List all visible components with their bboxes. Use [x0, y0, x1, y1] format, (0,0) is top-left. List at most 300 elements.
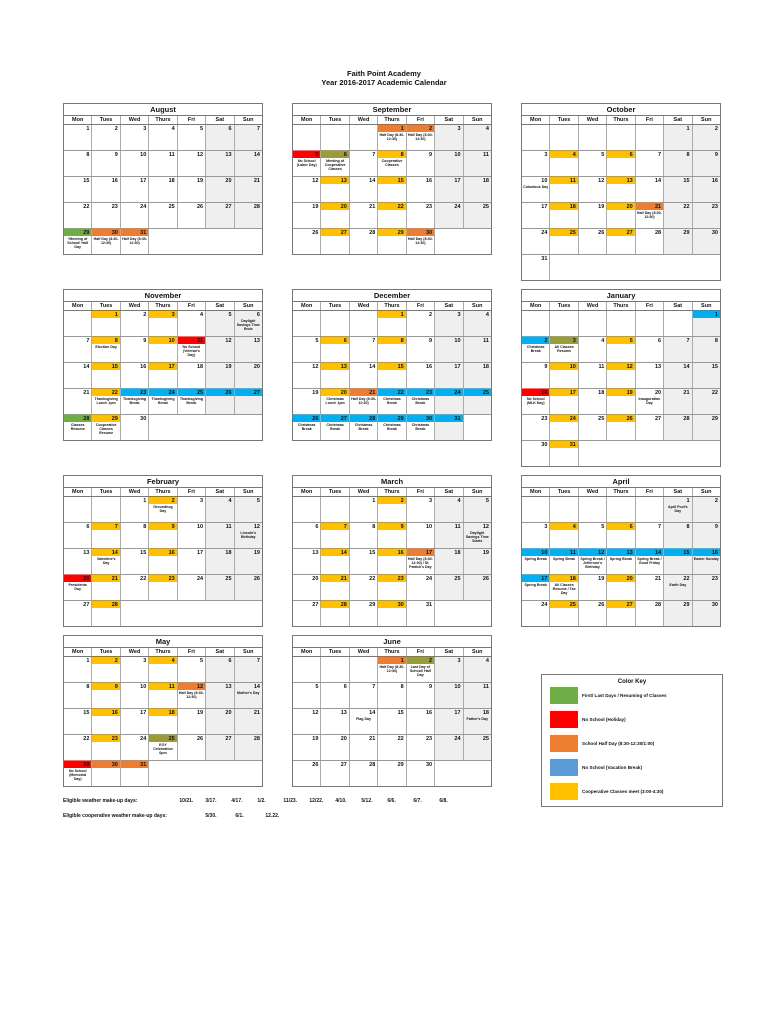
day-number: 13 — [626, 178, 633, 184]
day-cell — [293, 549, 321, 574]
day-note: Half Day (8:30-12:30) — [122, 237, 148, 246]
day-number: 15 — [369, 550, 376, 556]
day-cell — [435, 389, 463, 414]
day-number: 4 — [485, 312, 489, 318]
day-note: All Classes Resume — [554, 345, 574, 354]
makeup-day: 11/23. — [283, 798, 298, 804]
day-note: All Classes Resume / Tax Day — [552, 583, 576, 596]
day-number: 16 — [425, 178, 433, 184]
day-number: 23 — [140, 390, 147, 396]
day-number: 16 — [397, 550, 404, 556]
day-number: 13 — [340, 178, 347, 184]
day-cell — [235, 735, 262, 760]
week-row — [522, 229, 720, 255]
day-cell — [693, 415, 720, 440]
day-cell — [121, 415, 149, 440]
day-cell — [579, 229, 607, 254]
day-cell — [293, 203, 321, 228]
day-number: 8 — [372, 524, 376, 530]
month-may — [63, 635, 263, 787]
day-cell — [92, 657, 120, 682]
day-number: 27 — [654, 416, 662, 422]
day-cell — [178, 125, 206, 150]
day-number: 23 — [541, 416, 548, 422]
day-number: 11 — [483, 338, 489, 344]
day-number: 7 — [256, 658, 260, 664]
weekday-label: Fri — [636, 116, 664, 124]
day-note: Spring Break — [609, 557, 633, 561]
day-cell — [579, 523, 607, 548]
day-number: 28 — [654, 602, 662, 608]
day-cell — [121, 337, 149, 362]
day-number: 11 — [570, 550, 576, 556]
month-june — [292, 635, 492, 787]
day-number: 29 — [397, 762, 404, 768]
day-cell — [378, 151, 406, 176]
day-number: 17 — [140, 710, 147, 716]
day-number: 19 — [225, 364, 232, 370]
weekday-label: Thurs — [149, 302, 177, 310]
day-number: 13 — [253, 338, 260, 344]
day-number: 7 — [256, 126, 260, 132]
weekday-label: Tues — [92, 648, 120, 656]
day-cell — [464, 523, 491, 548]
day-number: 19 — [482, 550, 489, 556]
empty-day-cell — [664, 311, 692, 336]
day-note: Meeting of Cooperative Classes — [324, 159, 346, 172]
day-number: 20 — [340, 390, 347, 396]
day-note: Inauguration Day — [638, 397, 661, 406]
day-number: 6 — [343, 684, 347, 690]
day-cell — [522, 203, 550, 228]
day-cell — [321, 203, 349, 228]
day-cell — [149, 657, 177, 682]
day-number: 17 — [168, 364, 175, 370]
day-number: 22 — [683, 576, 690, 582]
week-row — [522, 497, 720, 523]
day-cell — [636, 575, 664, 600]
day-number: 4 — [200, 312, 204, 318]
day-number: 6 — [343, 338, 347, 344]
empty-day-cell — [579, 125, 607, 150]
day-cell — [464, 177, 491, 202]
day-number: 15 — [83, 710, 90, 716]
week-row — [293, 601, 491, 626]
day-number: 1 — [372, 498, 376, 504]
day-cell — [121, 151, 149, 176]
weather-makeup-row — [63, 798, 465, 804]
day-cell — [321, 337, 349, 362]
day-number: 29 — [711, 416, 718, 422]
day-number: 21 — [369, 390, 376, 396]
day-cell — [579, 575, 607, 600]
day-cell — [121, 125, 149, 150]
month-name: February — [64, 476, 262, 488]
weekday-label: Fri — [178, 302, 206, 310]
day-number: 18 — [569, 204, 576, 210]
weekday-label: Thurs — [378, 648, 406, 656]
day-cell — [92, 549, 120, 574]
day-note: Spring Break — [524, 583, 547, 587]
day-cell — [664, 575, 692, 600]
day-number: 21 — [111, 576, 118, 582]
day-number: 2 — [429, 658, 433, 664]
day-cell — [407, 177, 435, 202]
weekday-label: Thurs — [149, 648, 177, 656]
day-number: 26 — [598, 602, 605, 608]
day-number: 3 — [171, 312, 175, 318]
month-february — [63, 475, 263, 627]
makeup-day: 10/21. — [179, 798, 194, 804]
day-cell — [350, 601, 378, 626]
day-cell — [350, 203, 378, 228]
day-number: 29 — [683, 230, 690, 236]
day-note: Earth Day — [669, 583, 687, 587]
day-number: 7 — [114, 524, 118, 530]
day-number: 12 — [598, 550, 605, 556]
day-number: 21 — [369, 204, 376, 210]
day-number: 29 — [111, 416, 118, 422]
day-cell — [435, 363, 463, 388]
day-number: 23 — [425, 390, 433, 396]
day-cell — [636, 601, 664, 626]
day-cell — [92, 735, 120, 760]
day-number: 4 — [572, 152, 576, 158]
empty-day-cell — [321, 497, 349, 522]
day-number: 5 — [200, 126, 204, 132]
day-cell — [550, 415, 578, 440]
day-note: Election Day — [95, 345, 117, 349]
weekday-label: Tues — [321, 648, 349, 656]
color-swatch — [550, 711, 578, 728]
day-number: 14 — [340, 550, 347, 556]
day-cell — [206, 337, 234, 362]
weekday-label: Sat — [206, 302, 234, 310]
week-row — [522, 203, 720, 229]
day-cell — [321, 229, 349, 254]
month-name: March — [293, 476, 491, 488]
day-cell — [550, 601, 578, 626]
day-cell — [121, 761, 149, 786]
day-cell — [636, 549, 664, 574]
empty-day-cell — [522, 125, 550, 150]
day-cell — [235, 549, 262, 574]
day-number: 3 — [544, 524, 548, 530]
day-cell — [664, 177, 692, 202]
color-swatch — [550, 687, 578, 704]
weekday-label: Sun — [472, 303, 483, 309]
weekday-label: Thurs — [607, 302, 635, 310]
week-row — [64, 177, 262, 203]
day-cell — [664, 497, 692, 522]
day-cell — [235, 337, 262, 362]
day-cell — [293, 709, 321, 734]
makeup-day: 12.22. — [265, 813, 280, 819]
day-number: 14 — [253, 684, 260, 690]
day-cell — [121, 389, 149, 414]
day-cell — [378, 389, 406, 414]
day-number: 1 — [86, 126, 90, 132]
day-number: 6 — [315, 524, 319, 530]
day-number: 30 — [425, 230, 433, 236]
day-cell — [92, 683, 120, 708]
day-number: 17 — [454, 178, 461, 184]
day-number: 10 — [140, 152, 147, 158]
day-number: 20 — [626, 204, 633, 210]
day-number: 31 — [425, 602, 433, 608]
day-cell — [121, 311, 149, 336]
week-row — [522, 575, 720, 601]
day-cell — [579, 389, 607, 414]
day-cell — [550, 441, 578, 466]
day-cell — [149, 497, 177, 522]
day-number: 2 — [171, 498, 175, 504]
day-cell — [235, 125, 262, 150]
empty-day-cell — [350, 657, 378, 682]
day-note: No School (Labor Day) — [296, 159, 317, 168]
day-cell — [350, 709, 378, 734]
day-number: 19 — [312, 736, 319, 742]
day-number: 22 — [683, 204, 690, 210]
day-cell — [121, 575, 149, 600]
day-number: 24 — [454, 736, 461, 742]
day-number: 29 — [683, 602, 690, 608]
day-cell — [64, 177, 92, 202]
day-cell — [407, 415, 435, 440]
day-cell — [235, 523, 262, 548]
day-number: 9 — [429, 152, 433, 158]
day-number: 10 — [541, 178, 548, 184]
weekday-label: Thurs — [149, 488, 177, 496]
day-number: 12 — [196, 684, 204, 690]
day-cell — [636, 523, 664, 548]
day-cell — [693, 229, 720, 254]
day-number: 5 — [200, 658, 204, 664]
coop-makeup-days — [205, 813, 295, 819]
day-number: 29 — [397, 230, 404, 236]
day-number: 3 — [429, 498, 433, 504]
day-cell — [92, 337, 120, 362]
weekday-label: Mon — [522, 302, 550, 310]
day-number: 18 — [225, 550, 232, 556]
day-cell — [435, 203, 463, 228]
day-cell — [693, 311, 720, 336]
day-number: 5 — [601, 152, 605, 158]
month-april — [521, 475, 721, 627]
day-number: 21 — [683, 390, 690, 396]
day-cell — [64, 601, 92, 626]
empty-day-cell — [522, 497, 550, 522]
day-number: 23 — [425, 736, 433, 742]
day-number: 16 — [140, 364, 147, 370]
empty-day-cell — [550, 497, 578, 522]
day-cell — [293, 761, 321, 786]
day-number: 26 — [598, 230, 605, 236]
day-cell — [378, 761, 406, 786]
weekday-header — [293, 488, 491, 497]
day-number: 17 — [196, 550, 204, 556]
weekday-label: Tues — [550, 116, 578, 124]
makeup-day: 3/17. — [205, 798, 217, 804]
day-number: 15 — [111, 364, 118, 370]
day-cell — [92, 523, 120, 548]
day-number: 31 — [140, 230, 147, 236]
day-cell — [607, 549, 635, 574]
week-row — [522, 389, 720, 415]
day-cell — [664, 337, 692, 362]
weekday-label: Thurs — [378, 116, 406, 124]
day-cell — [378, 735, 406, 760]
day-number: 18 — [168, 710, 175, 716]
day-cell — [407, 657, 435, 682]
day-number: 6 — [228, 658, 232, 664]
weather-makeup-days — [179, 798, 465, 804]
day-cell — [92, 601, 120, 626]
color-key-label: No School (Vacation Break) — [582, 765, 642, 770]
day-number: 2 — [429, 126, 433, 132]
day-cell — [464, 203, 491, 228]
day-number: 4 — [601, 338, 605, 344]
day-number: 6 — [256, 312, 260, 318]
day-number: 14 — [369, 178, 376, 184]
day-number: 13 — [225, 152, 232, 158]
day-cell — [550, 151, 578, 176]
day-number: 23 — [711, 204, 718, 210]
day-cell — [407, 523, 435, 548]
empty-day-cell — [607, 311, 635, 336]
day-number: 19 — [626, 390, 633, 396]
day-cell — [350, 177, 378, 202]
day-cell — [149, 735, 177, 760]
day-number: 5 — [629, 338, 633, 344]
day-cell — [64, 229, 92, 254]
day-number: 11 — [225, 524, 232, 530]
day-number: 20 — [654, 390, 662, 396]
day-number: 25 — [482, 736, 489, 742]
day-number: 9 — [171, 524, 175, 530]
day-cell — [121, 229, 149, 254]
week-row — [64, 311, 262, 337]
day-cell — [378, 657, 406, 682]
day-number: 25 — [482, 204, 489, 210]
day-note: Christmas Break — [297, 423, 316, 432]
day-cell — [407, 735, 435, 760]
day-cell — [435, 415, 463, 440]
day-number: 19 — [312, 204, 319, 210]
day-number: 21 — [253, 710, 260, 716]
day-number: 28 — [253, 204, 260, 210]
day-number: 30 — [397, 602, 404, 608]
day-cell — [464, 657, 491, 682]
day-number: 22 — [83, 204, 90, 210]
day-cell — [607, 389, 635, 414]
weekday-label: Tues — [550, 488, 578, 496]
day-cell — [293, 523, 321, 548]
day-number: 22 — [397, 390, 404, 396]
day-note: Thanksgiving Break — [122, 397, 147, 406]
weekday-header — [64, 116, 262, 125]
day-cell — [435, 125, 463, 150]
day-cell — [435, 151, 463, 176]
day-cell — [235, 657, 262, 682]
day-number: 16 — [541, 390, 548, 396]
day-number: 1 — [400, 312, 404, 318]
day-cell — [407, 761, 435, 786]
week-row — [293, 683, 491, 709]
day-number: 18 — [168, 178, 175, 184]
weekday-label: Mon — [293, 116, 321, 124]
day-cell — [579, 151, 607, 176]
day-number: 2 — [714, 126, 718, 132]
day-cell — [350, 151, 378, 176]
day-cell — [235, 151, 262, 176]
day-number: 3 — [457, 312, 461, 318]
weekday-label: Mon — [293, 648, 321, 656]
day-cell — [664, 415, 692, 440]
coop-makeup-label: Eligible cooperative weather make-up days: — [63, 813, 167, 819]
day-number: 13 — [654, 364, 662, 370]
day-number: 14 — [654, 550, 662, 556]
day-cell — [178, 549, 206, 574]
day-cell — [321, 549, 349, 574]
day-cell — [636, 337, 664, 362]
day-number: 11 — [570, 178, 576, 184]
day-cell — [350, 497, 378, 522]
month-name: April — [522, 476, 720, 488]
day-cell — [235, 311, 262, 336]
day-cell — [550, 203, 578, 228]
day-cell — [407, 389, 435, 414]
day-number: 2 — [429, 312, 433, 318]
day-cell — [350, 415, 378, 440]
day-number: 24 — [454, 390, 461, 396]
day-cell — [579, 203, 607, 228]
day-number: 19 — [196, 710, 204, 716]
day-cell — [206, 549, 234, 574]
day-cell — [178, 523, 206, 548]
day-number: 30 — [541, 442, 548, 448]
week-row — [293, 177, 491, 203]
day-number: 16 — [425, 364, 433, 370]
day-cell — [435, 523, 463, 548]
day-number: 8 — [400, 684, 404, 690]
day-number: 18 — [196, 364, 204, 370]
week-row — [293, 657, 491, 683]
color-key — [541, 674, 723, 807]
day-number: 17 — [425, 550, 433, 556]
day-cell — [321, 363, 349, 388]
day-cell — [522, 389, 550, 414]
day-cell — [550, 363, 578, 388]
day-cell — [350, 549, 378, 574]
day-number: 24 — [140, 204, 147, 210]
day-note: April Fool's Day — [668, 505, 688, 514]
day-number: 22 — [369, 576, 376, 582]
day-number: 30 — [711, 602, 718, 608]
day-cell — [693, 203, 720, 228]
day-cell — [464, 125, 491, 150]
day-number: 11 — [483, 684, 489, 690]
color-key-label: First/ Last Days / Resuming of Classes — [582, 693, 667, 698]
weekday-header — [522, 116, 720, 125]
day-cell — [92, 761, 120, 786]
weekday-label: Thurs — [149, 116, 177, 124]
day-cell — [149, 125, 177, 150]
day-number: 22 — [711, 390, 718, 396]
weekday-label: Sat — [435, 648, 463, 656]
day-number: 4 — [457, 498, 461, 504]
week-row — [522, 415, 720, 441]
